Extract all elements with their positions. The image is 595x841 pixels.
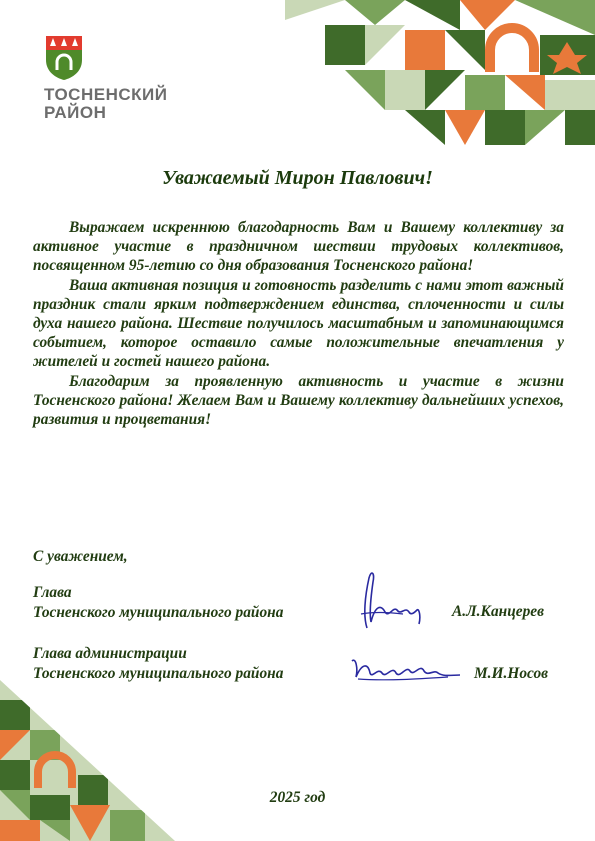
signatory-title-line1: Глава администрации: [33, 645, 187, 662]
document-year: 2025 год: [269, 789, 326, 806]
handwritten-signature: [345, 566, 425, 636]
signatory-title-line2: Тосненского муниципального района: [33, 604, 284, 621]
signatory-title-line2: Тосненского муниципального района: [33, 665, 284, 682]
signatory-name: М.И.Носов: [474, 665, 549, 682]
closing-phrase: С уважением,: [33, 548, 128, 565]
logo-text-line2: РАЙОН: [44, 103, 107, 122]
handwritten-signature: [348, 653, 463, 685]
letter-paragraph: Выражаем искреннюю благодарность Вам и Вашему коллективу за активное участие в праздничном шествии трудовых коллективов, посвященном 95-летию со дня образования Тосненского района!: [33, 219, 564, 275]
signatory-title-line1: Глава: [33, 584, 72, 601]
signatory-name: А.Л.Канцерев: [452, 603, 544, 620]
coat-of-arms-icon: [44, 34, 84, 80]
greeting-heading: Уважаемый Мирон Павлович!: [162, 167, 433, 189]
letter-body: [33, 218, 564, 429]
geometric-ornament-bottom: [0, 680, 175, 841]
signatory-title: [33, 583, 283, 623]
letter-paragraph: Ваша активная позиция и готовность разделить с нами этот важный праздник стали ярким подтверждением единства, сплоченности и силы духа нашего района. Шествие получилось масштабным и запоминающимся событием, которое оставило самые положительные впечатления у жителей и гостей нашего района.: [33, 276, 564, 371]
letter-paragraph: Благодарим за проявленную активность и участие в жизни Тосненского района! Желаем Вам и Вашему коллективу дальнейших успехов, развития и процветания!: [33, 372, 564, 429]
district-logo: [44, 34, 194, 124]
logo-text-line1: ТОСНЕНСКИЙ: [44, 85, 168, 104]
signatory-title: [33, 644, 283, 684]
geometric-ornament-top: [285, 0, 595, 145]
